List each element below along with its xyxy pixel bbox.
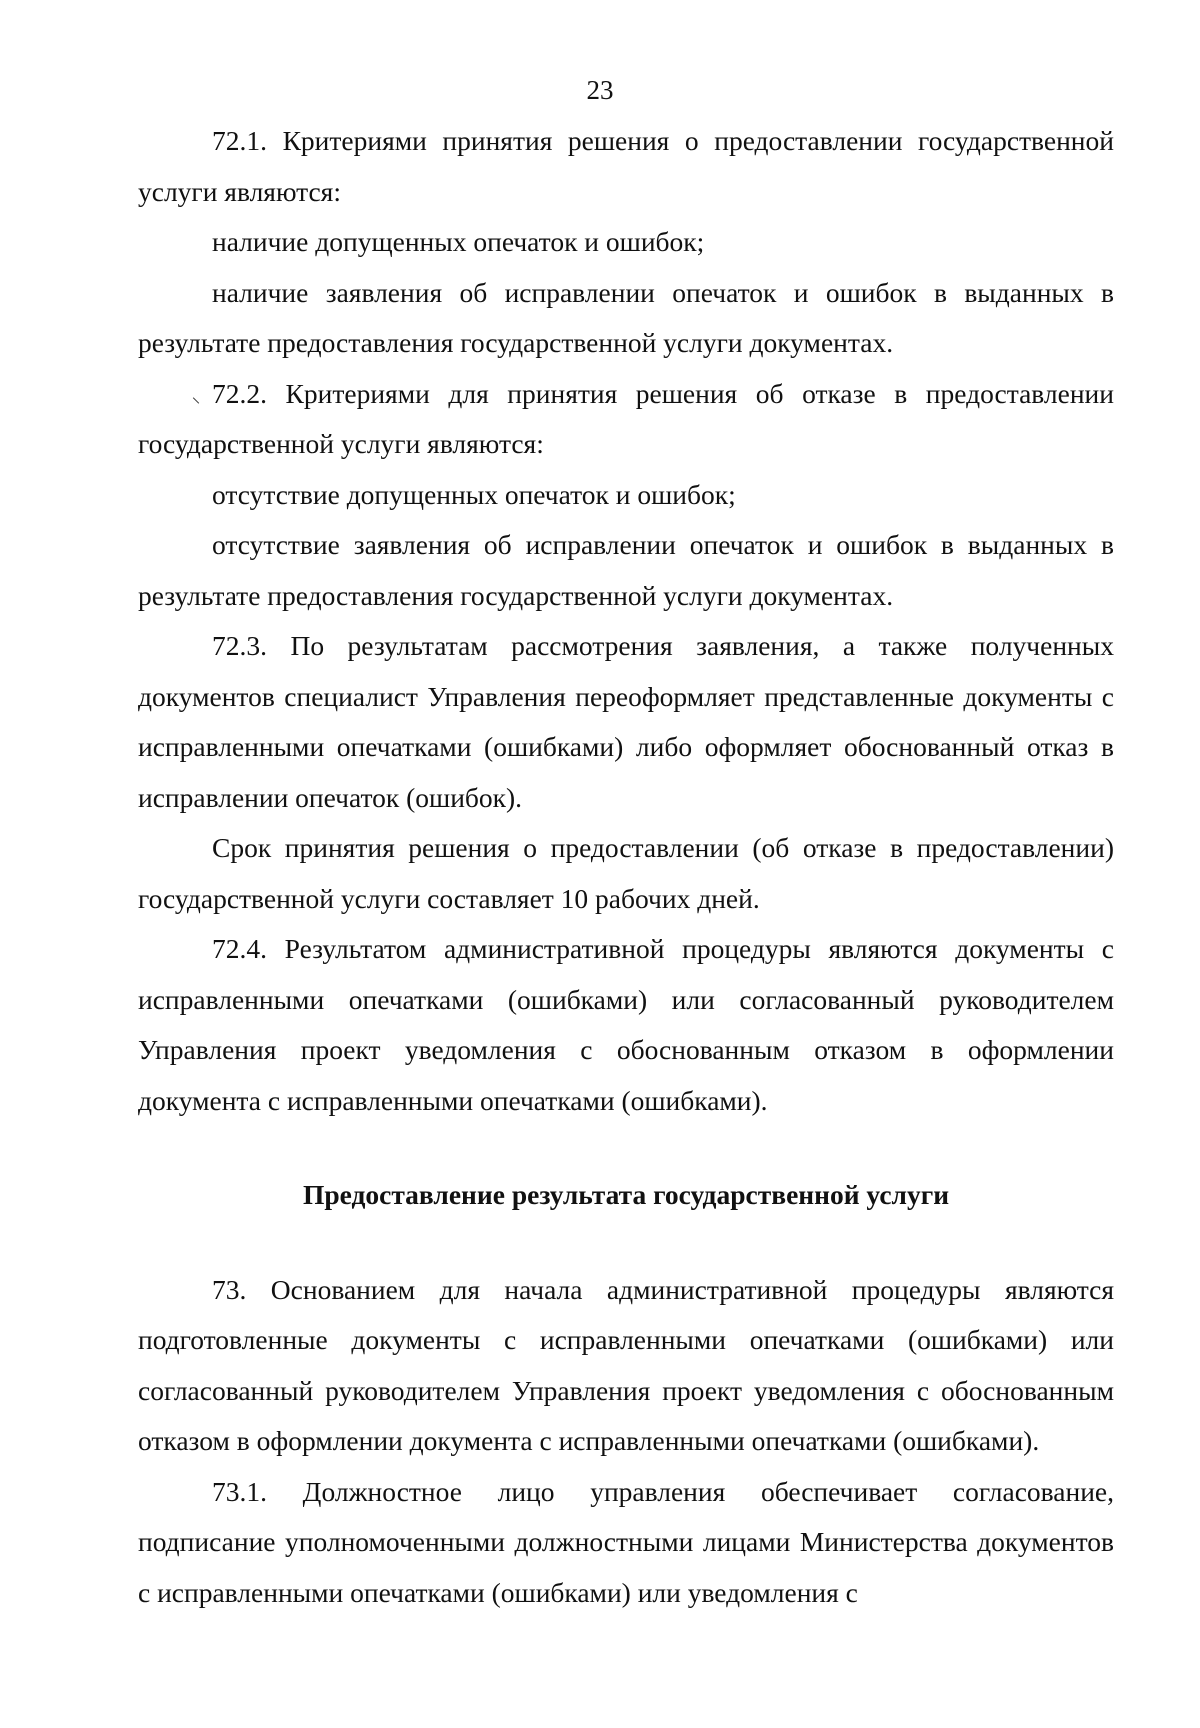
paragraph-refusal-criterion-1: отсутствие допущенных опечаток и ошибок; (212, 478, 736, 510)
section-heading: Предоставление результата государственной услуги (302, 1179, 950, 1210)
paragraph-72-3: 72.3. По результатам рассмотрения заявления, а также полученных документов специалист Управления переоформляет представленные документы с исправленными опечатками (ошибками) либо оформляет обоснованный отказ в исправлении опечаток (ошибок). (138, 630, 1114, 813)
paragraph-criterion-1: наличие допущенных опечаток и ошибок; (212, 226, 705, 257)
paragraph-decision-term: Срок принятия решения о предоставлении (об отказе в предоставлении) государственной услуги составляет 10 рабочих дней. (138, 832, 1114, 914)
page-number: 23 (586, 75, 614, 105)
document-body (138, 116, 1114, 1618)
paragraph-73-1: 73.1. Должностное лицо управления обеспечивает согласование, подписание уполномоченными должностными лицами Министерства документов с исправленными опечатками (ошибками) или уведомления с (138, 1475, 1114, 1608)
paragraph-72-2: 72.2. Критериями для принятия решения об отказе в предоставлении государственной услуги являются: (138, 377, 1114, 459)
paragraph-refusal-criterion-2: отсутствие заявления об исправлении опечаток и ошибок в выданных в результате предоставления государственной услуги документах. (138, 529, 1114, 611)
paragraph-73: 73. Основанием для начала административной процедуры являются подготовленные документы с исправленными опечатками (ошибками) или согласованный руководителем Управления проект уведомления с обоснованным отказом в оформлении документа с исправленными опечатками (ошибками). (138, 1273, 1114, 1456)
paragraph-criterion-2: наличие заявления об исправлении опечаток и ошибок в выданных в результате предоставления государственной услуги документах. (138, 276, 1114, 358)
paragraph-72-4: 72.4. Результатом административной процедуры являются документы с исправленными опечатками (ошибками) или согласованный руководителем Управления проект уведомления с обоснованным отказом в оформлении документа с исправленными опечатками (ошибками). (138, 933, 1114, 1116)
paragraph-72-1: 72.1. Критериями принятия решения о предоставлении государственной услуги являются: (138, 125, 1114, 207)
